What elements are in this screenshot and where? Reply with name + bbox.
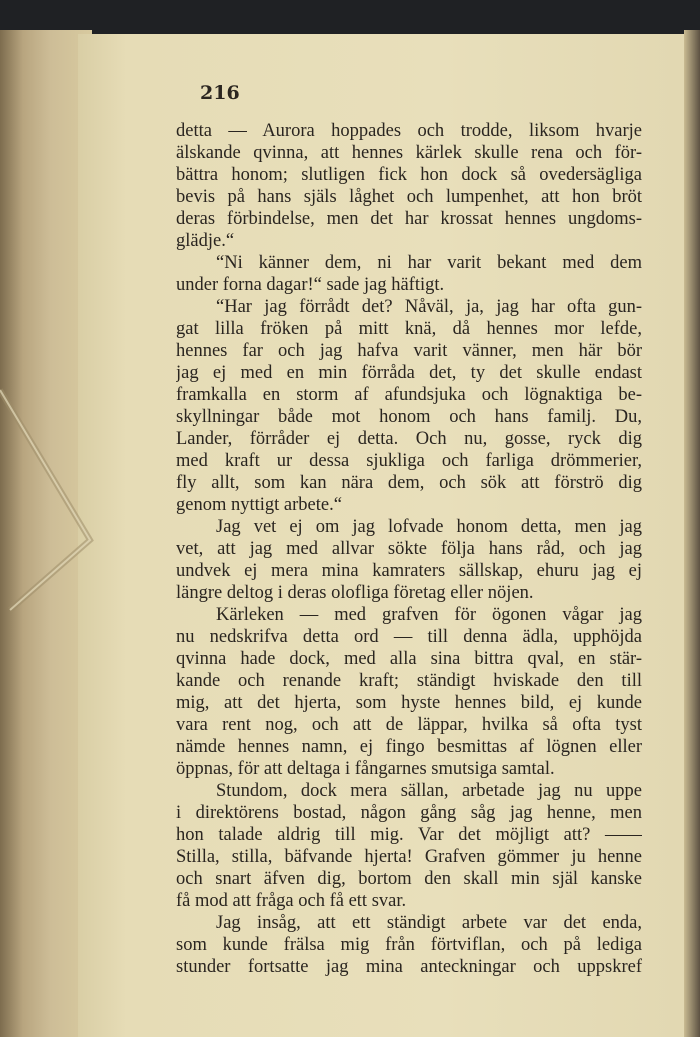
text-line: vara rent nog, och att de läppar, hvilka så ofta tyst (176, 715, 642, 735)
text-line: jag ej med en min förråda det, ty det skulle endast (176, 363, 642, 383)
text-line: bättra honom; slutligen fick hon dock så ovedersägliga (176, 165, 642, 185)
text-line: genom nyttigt arbete.“ (176, 495, 342, 515)
text-line: glädje.“ (176, 231, 235, 251)
text-line: mig, att det hjerta, som hyste hennes bild, ej kunde (176, 693, 642, 713)
text-line: “Har jag förrådt det? Nåväl, ja, jag har ofta gun- (216, 297, 642, 317)
text-line: kande och renande kraft; ständigt hviskade den till (176, 671, 642, 691)
text-line: älskande qvinna, att hennes kärlek skulle rena och för- (176, 143, 642, 163)
text-line: detta — Aurora hoppades och trodde, liksom hvarje (176, 121, 642, 141)
text-line: fly allt, som kan nära dem, och sök att förströ dig (176, 473, 642, 493)
text-line: och snart äfven dig, bortom den skall min själ kanske (176, 869, 642, 889)
text-line: Jag vet ej om jag lofvade honom detta, men jag (216, 517, 642, 537)
text-line: nämde hennes namn, ej fingo besmittas af lögnen eller (176, 737, 642, 757)
text-line: som kunde frälsa mig från förtviflan, och på lediga (176, 935, 642, 955)
text-line: undvek ej mera mina kamraters sällskap, ehuru jag ej (176, 561, 642, 581)
text-line: hon talade aldrig till mig. Var det möjligt att? —— (176, 825, 642, 845)
text-line: “Ni känner dem, ni har varit bekant med dem (216, 253, 642, 273)
text-line: hennes far och jag hafva varit vänner, men här bör (176, 341, 642, 361)
text-line: skyllningar både mot honom och hans familj. Du, (176, 407, 642, 427)
text-line: qvinna hade dock, med alla sina bittra qval, en stär- (176, 649, 642, 669)
text-line: Stundom, dock mera sällan, arbetade jag nu uppe (216, 781, 642, 801)
text-line: nu nedskrifva detta ord — till denna ädla, upphöjda (176, 627, 642, 647)
text-line: få mod att fråga och få ett svar. (176, 891, 407, 911)
text-line: Stilla, stilla, bäfvande hjerta! Grafven gömmer ju henne (176, 847, 642, 867)
text-line: Lander, förråder ej detta. Och nu, gosse, ryck dig (176, 429, 642, 449)
text-line: vet, att jag med allvar sökte följa hans råd, och jag (176, 539, 642, 559)
text-line: deras förbindelse, men det har krossat hennes ungdoms- (176, 209, 642, 229)
text-line: gat lilla fröken på mitt knä, då hennes mor lefde, (176, 319, 642, 339)
text-line: öppnas, för att deltaga i fångarnes smutsiga samtal. (176, 759, 555, 779)
text-line: med kraft ur dessa sjukliga och farliga drömmerier, (176, 451, 642, 471)
text-line: framkalla en storm af afundsjuka och lögnaktiga be- (176, 385, 642, 405)
text-line: stunder fortsatte jag mina anteckningar och uppskref (176, 957, 642, 977)
text-line: Jag insåg, att ett ständigt arbete var det enda, (216, 913, 642, 933)
page-number: 216 (200, 82, 240, 104)
text-line: i direktörens bostad, någon gång såg jag henne, men (176, 803, 642, 823)
text-line: längre deltog i deras olofliga företag eller nöjen. (176, 583, 534, 603)
text-line: bevis på hans själs låghet och lumpenhet, att hon bröt (176, 187, 642, 207)
text-line: Kärleken — med grafven för ögonen vågar jag (216, 605, 642, 625)
text-line: under forna dagar!“ sade jag häftigt. (176, 275, 445, 295)
